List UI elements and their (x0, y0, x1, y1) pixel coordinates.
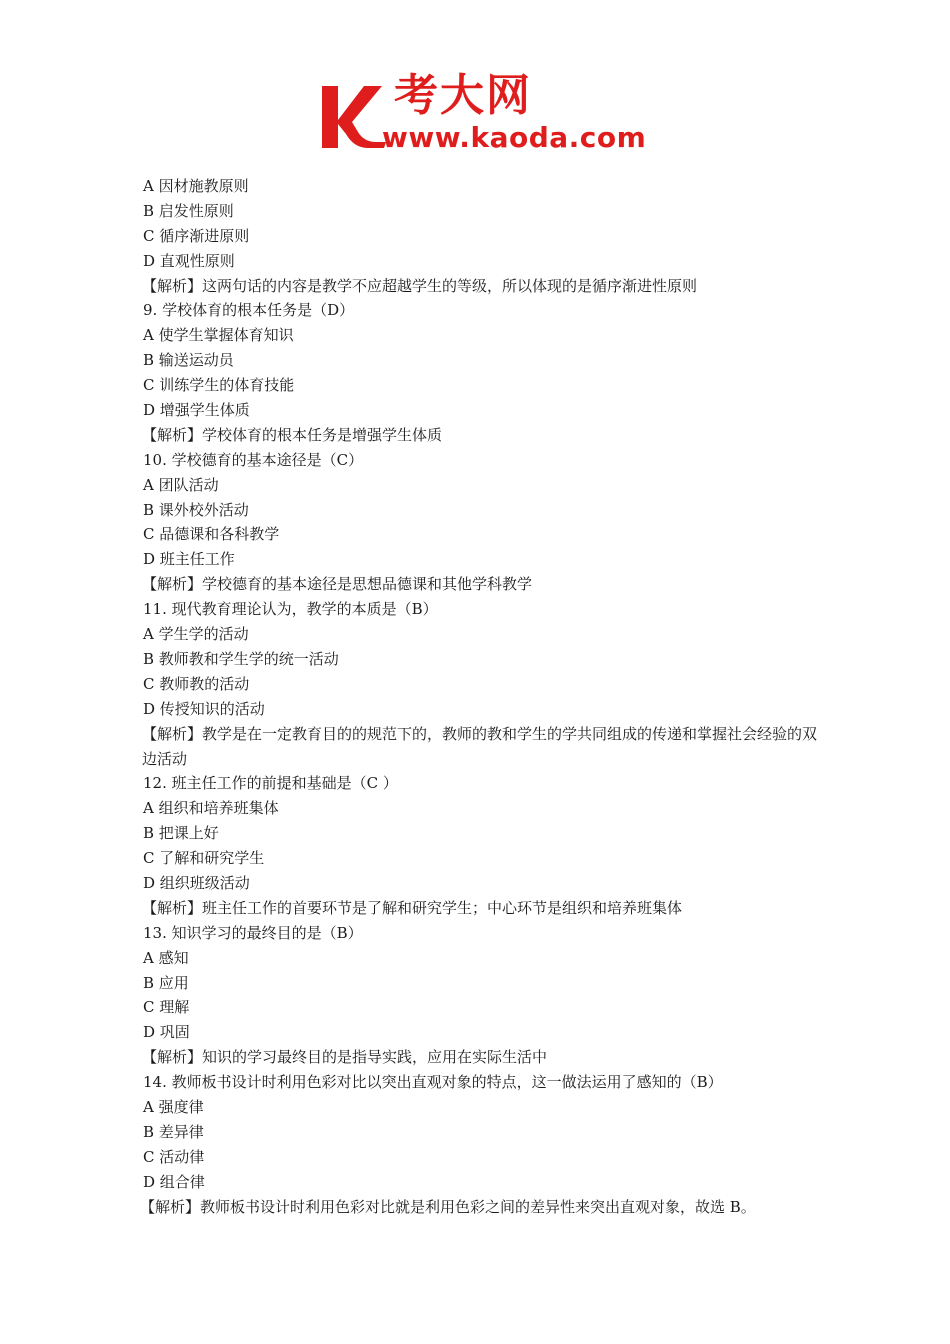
question-line: 13. 知识学习的最终目的是（B） (143, 923, 363, 942)
option-line: A 使学生掌握体育知识 (143, 326, 294, 345)
option-line: A 强度律 (143, 1097, 204, 1116)
question-line: 11. 现代教育理论认为，教学的本质是（B） (143, 600, 438, 619)
analysis-line: 【解析】知识的学习最终目的是指导实践，应用在实际生活中 (142, 1048, 548, 1067)
option-line: D 增强学生体质 (143, 401, 250, 420)
k-logo-icon (318, 84, 388, 150)
option-line: C 教师教的活动 (143, 674, 250, 693)
option-line: D 传授知识的活动 (143, 699, 265, 718)
document-body (140, 174, 823, 1219)
option-line: D 直观性原则 (143, 251, 235, 270)
option-line: B 课外校外活动 (143, 500, 249, 519)
analysis-line: 【解析】这两句话的内容是教学不应超越学生的等级，所以体现的是循序渐进性原则 (142, 276, 698, 295)
question-line: 10. 学校德育的基本途径是（C） (143, 450, 364, 469)
option-line: B 输送运动员 (143, 351, 234, 370)
option-line: B 差异律 (143, 1122, 204, 1141)
option-line: D 巩固 (143, 1023, 190, 1042)
analysis-line: 【解析】教学是在一定教育目的的规范下的，教师的教和学生的学共同组成的传递和掌握社会经验的双边活动 (142, 724, 818, 768)
logo-url-text: www.kaoda.com (382, 121, 647, 154)
option-line: A 团队活动 (143, 475, 219, 494)
analysis-line: 【解析】学校体育的根本任务是增强学生体质 (142, 425, 443, 444)
question-line: 12. 班主任工作的前提和基础是（C ） (143, 774, 398, 793)
kaoda-logo (318, 70, 647, 160)
analysis-line: 【解析】班主任工作的首要环节是了解和研究学生；中心环节是组织和培养班集体 (142, 898, 683, 917)
question-line: 9. 学校体育的根本任务是（D） (143, 301, 355, 320)
option-line: C 了解和研究学生 (143, 849, 265, 868)
option-line: A 感知 (143, 948, 189, 967)
analysis-line: 【解析】教师板书设计时利用色彩对比就是利用色彩之间的差异性来突出直观对象，故选 B。 (140, 1197, 756, 1216)
question-line: 14. 教师板书设计时利用色彩对比以突出直观对象的特点，这一做法运用了感知的（B） (143, 1073, 723, 1092)
option-line: A 组织和培养班集体 (143, 799, 279, 818)
option-line: C 训练学生的体育技能 (143, 376, 295, 395)
option-line: A 因材施教原则 (143, 177, 249, 195)
option-line: D 组织班级活动 (143, 873, 250, 892)
option-line: B 教师教和学生学的统一活动 (143, 649, 339, 668)
option-line: A 学生学的活动 (143, 625, 249, 644)
option-line: B 把课上好 (143, 824, 219, 843)
option-line: B 启发性原则 (143, 201, 234, 220)
logo-chinese-text: 考大网 (394, 70, 532, 121)
option-line: D 组合律 (143, 1172, 205, 1191)
option-line: C 品德课和各科教学 (143, 525, 280, 544)
option-line: C 理解 (143, 998, 190, 1017)
option-line: D 班主任工作 (143, 550, 235, 569)
option-line: B 应用 (143, 973, 189, 992)
analysis-line: 【解析】学校德育的基本途径是思想品德课和其他学科教学 (142, 575, 533, 594)
option-line: C 活动律 (143, 1147, 205, 1166)
option-line: C 循序渐进原则 (143, 226, 250, 245)
